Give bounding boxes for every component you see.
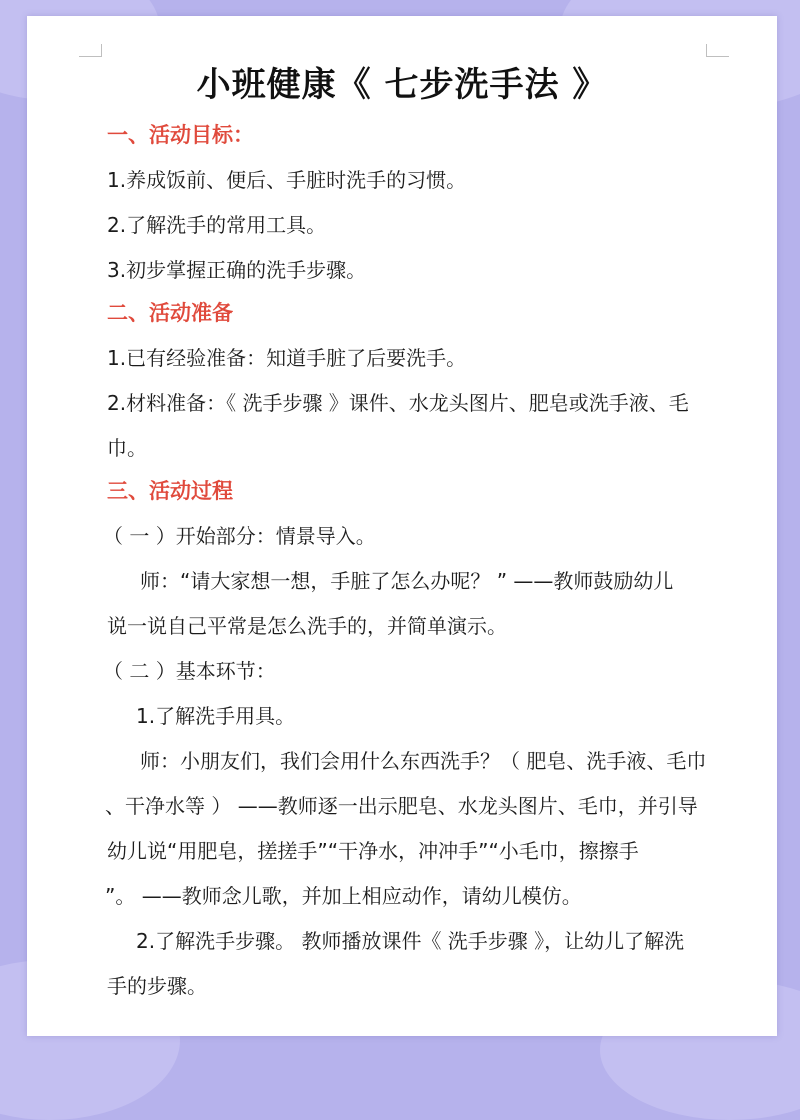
process-line: 2.了解洗手步骤。 教师播放课件《 洗手步骤 》，让幼儿了解洗 [136,929,685,953]
process-line: ”。 ——教师念儿歌，并加上相应动作，请幼儿模仿。 [105,884,582,908]
document-title: 小班健康《 七步洗手法 》 [196,65,608,105]
process-line: 说一说自己平常是怎么洗手的，并简单演示。 [107,614,507,638]
process-line: 1.了解洗手用具。 [136,704,296,728]
process-line: 手的步骤。 [107,974,207,998]
process-line: 幼儿说“用肥皂，搓搓手”“干净水，冲冲手”“小毛巾，擦擦手 [107,839,639,863]
section-heading-goals: 一、活动目标： [107,123,254,147]
preparation-item: 2.材料准备：《 洗手步骤 》课件、水龙头图片、肥皂或洗手液、毛 [107,391,689,415]
preparation-item: 1.已有经验准备：知道手脏了后要洗手。 [107,346,467,370]
process-line: （ 二 ）基本环节： [103,659,276,683]
goal-item: 1.养成饭前、便后、手脏时洗手的习惯。 [107,168,467,192]
goal-item: 2.了解洗手的常用工具。 [107,213,327,237]
document-page [27,16,777,1036]
process-line: 、干净水等 ） ——教师逐一出示肥皂、水龙头图片、毛巾，并引导 [105,794,698,818]
preparation-item-continued: 巾。 [107,436,147,460]
process-line: （ 一 ）开始部分：情景导入。 [103,524,376,548]
process-line: 师：小朋友们，我们会用什么东西洗手？（ 肥皂、洗手液、毛巾 [140,749,707,773]
process-line: 师：“请大家想一想，手脏了怎么办呢？ ” ——教师鼓励幼儿 [140,569,674,593]
goal-item: 3.初步掌握正确的洗手步骤。 [107,258,367,282]
section-heading-preparation: 二、活动准备 [107,301,233,325]
section-heading-process: 三、活动过程 [107,479,233,503]
margin-mark-top-right [706,44,729,57]
margin-mark-top-left [79,44,102,57]
